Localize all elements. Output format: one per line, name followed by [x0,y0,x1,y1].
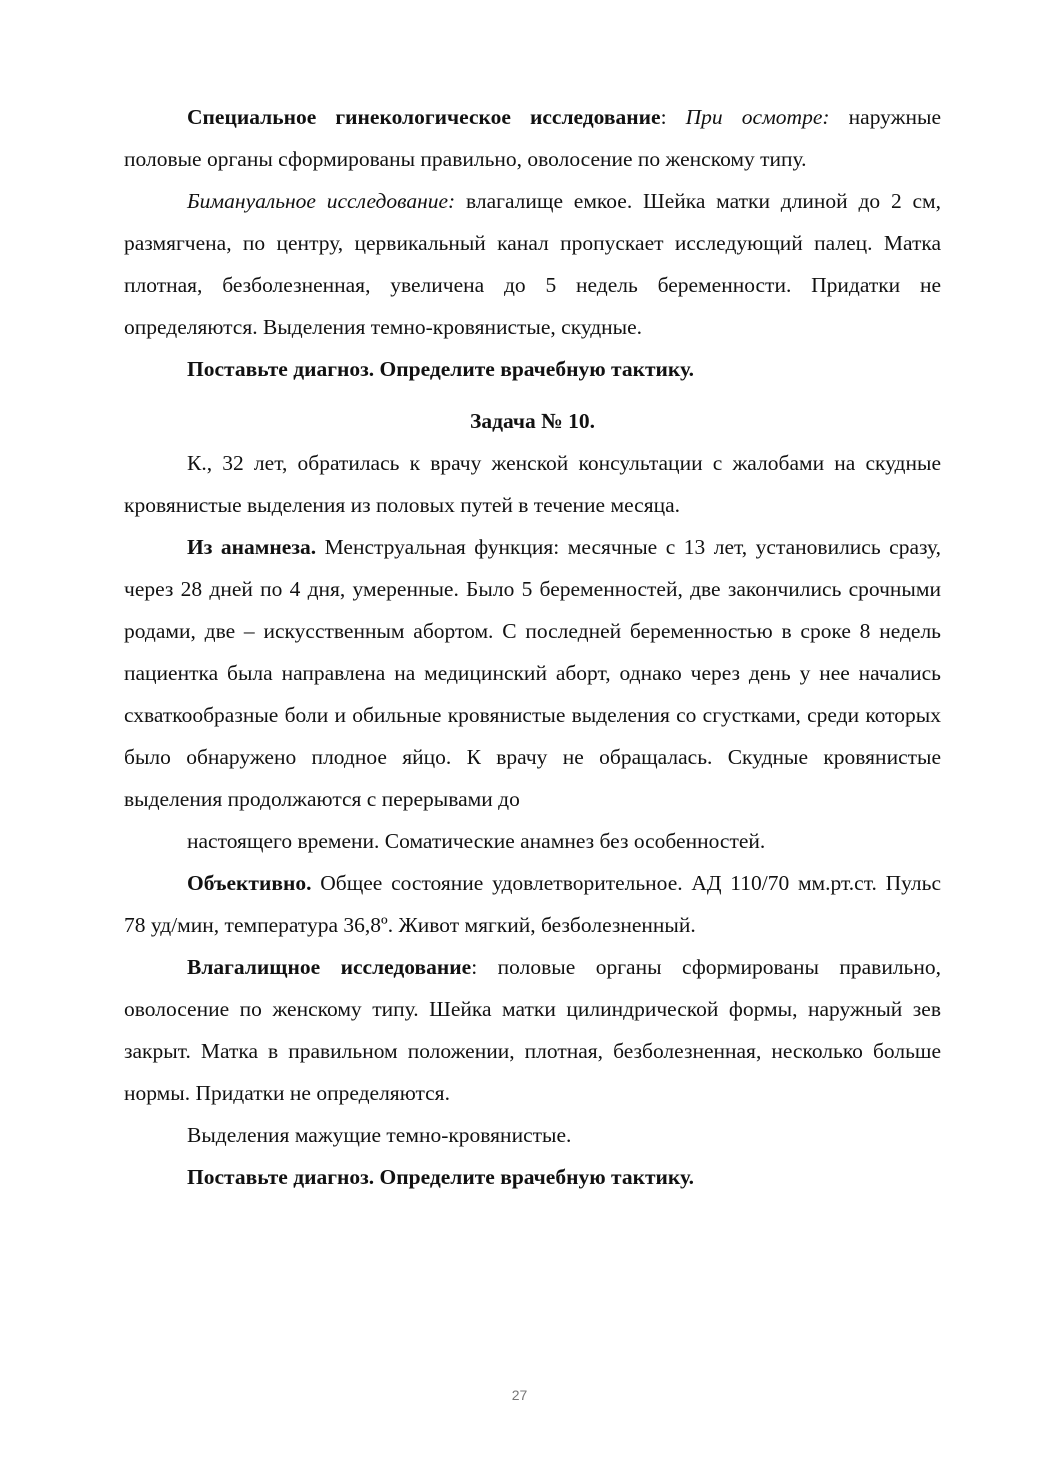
paragraph-special-exam [124,96,941,180]
complaints-text: К., 32 лет, обратилась к врачу женской консультации с жалобами на скудные кровянистые выделения из половых путей в течение месяца. [124,451,941,517]
vaginal-exam-lead: Влагалищное исследование [187,955,472,979]
vaginal-exam-tail: Выделения мажущие темно-кровянистые. [187,1123,572,1147]
paragraph-complaints [124,442,941,526]
anamnesis-text: Менструальная функция: месячные с 13 лет, установились сразу, через 28 дней по 4 дня, умеренные. Было 5 беременностей, две закончились срочными родами, две – искусственным абортом. С последней беременностью в сроке 8 недель пациентка была направлена на медицинский аборт, однако через день у нее начались схваткообразные боли и обильные кровянистые выделения со сгустками, среди которых было обнаружено плодное яйцо. К врачу не обращалась. Скудные кровянистые выделения продолжаются с перерывами до [124,535,942,811]
inspection-label: При осмотре: [685,105,830,129]
objective-lead: Объективно. [187,871,312,895]
bimanual-exam-text: влагалище емкое. Шейка матки длиной до 2 см, размягчена, по центру, цервикальный канал пропускает исследующий палец. Матка плотная, безболезненная, увеличена до 5 недель беременности. Придатки не определяются. Выделения темно-кровянистые, скудные. [124,189,941,339]
special-exam-colon: : [660,105,686,129]
anamnesis-lead: Из анамнеза. [187,535,317,559]
vaginal-exam-text: половые органы сформированы правильно, оволосение по женскому типу. Шейка матки цилиндрической формы, наружный зев закрыт. Матка в правильном положении, плотная, безболезненная, несколько больше нормы. Придатки не определяются. [124,955,941,1105]
question-diagnosis-2: Поставьте диагноз. Определите врачебную тактику. [187,1165,694,1189]
document-page [124,96,941,1198]
question-diagnosis-1: Поставьте диагноз. Определите врачебную тактику. [187,357,694,381]
task-heading: Задача № 10. [470,409,595,433]
page-number: 27 [511,1387,528,1403]
objective-text: Общее состояние удовлетворительное. АД 110/70 мм.рт.ст. Пульс 78 уд/мин, температура 36,8º. Живот мягкий, безболезненный. [124,871,941,937]
special-exam-lead: Специальное гинекологическое исследование [187,105,661,129]
vaginal-exam-colon: : [471,955,478,979]
anamnesis-tail: настоящего времени. Соматические анамнез без особенностей. [187,829,766,853]
bimanual-exam-label: Бимануальное исследование: [187,189,456,213]
paragraph-objective [124,862,941,946]
special-exam-text: наружные половые органы сформированы правильно, оволосение по женскому типу. [124,105,941,171]
paragraph-anamnesis [124,526,941,862]
paragraph-vaginal-exam [124,946,941,1156]
paragraph-bimanual-exam [124,180,941,348]
